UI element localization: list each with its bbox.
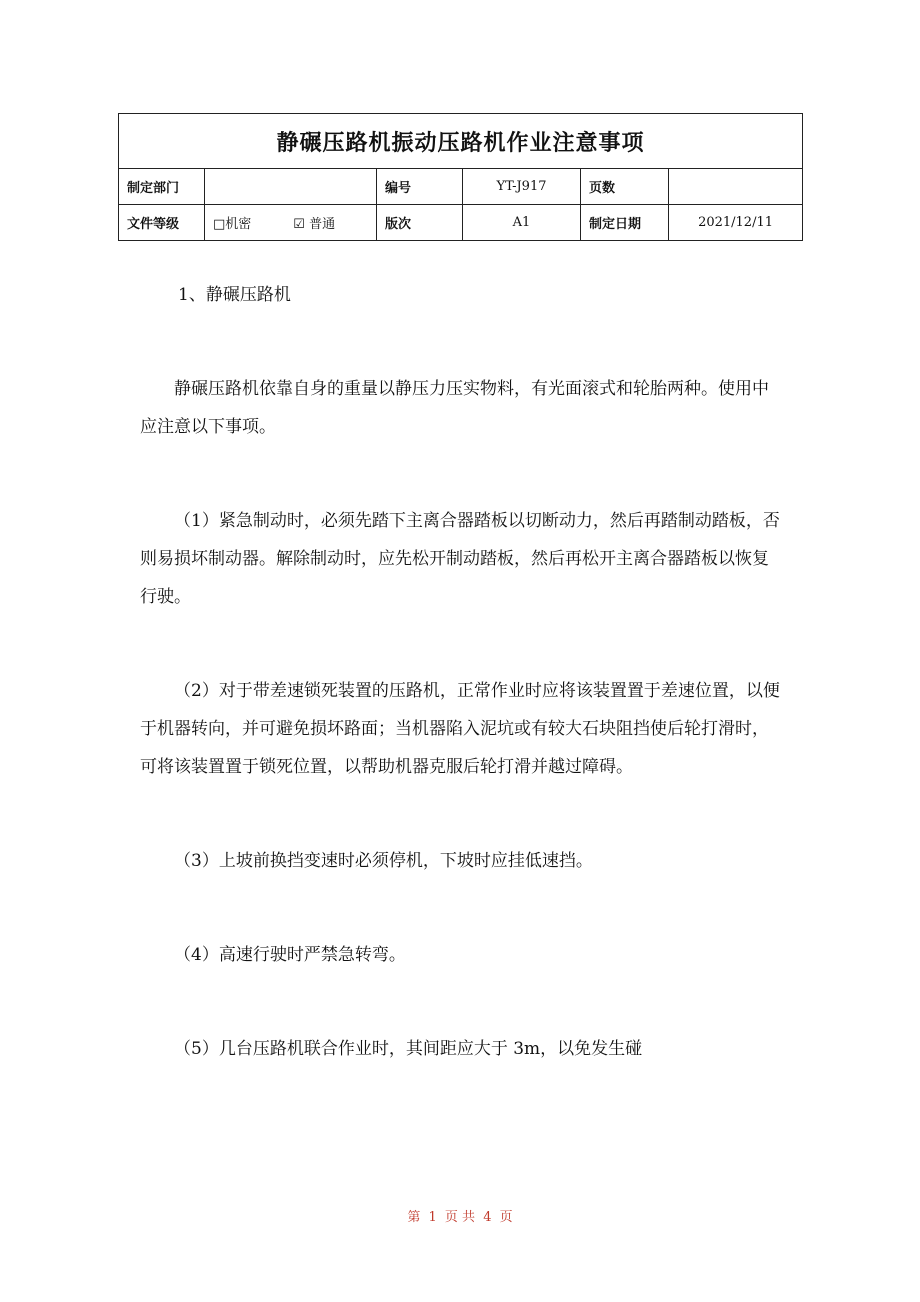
page-footer xyxy=(0,1206,920,1225)
footer-prefix: 第 xyxy=(407,1210,421,1225)
item-paragraph: （3）上坡前换挡变速时必须停机，下坡时应挂低速挡。 xyxy=(174,851,593,871)
pages-label: 页数 xyxy=(581,169,669,205)
item-paragraph: （1）紧急制动时，必须先踏下主离合器踏板以切断动力，然后再踏制动踏板，否则易损坏制动器。解除制动时，应先松开制动踏板，然后再松开主离合器踏板以恢复行驶。 xyxy=(140,511,780,607)
option-secret-checkbox: □机密 xyxy=(213,217,252,232)
intro-paragraph: 静碾压路机依靠自身的重量以静压力压实物料，有光面滚式和轮胎两种。使用中应注意以下事项。 xyxy=(140,379,769,437)
version-label: 版次 xyxy=(377,205,463,241)
date-label: 制定日期 xyxy=(581,205,669,241)
item-paragraph: （2）对于带差速锁死装置的压路机，正常作业时应将该装置置于差速位置，以便于机器转向，并可避免损坏路面；当机器陷入泥坑或有较大石块阻挡使后轮打滑时，可将该装置置于锁死位置，以帮助机器克服后轮打滑并越过障碍。 xyxy=(140,681,780,777)
level-label: 文件等级 xyxy=(119,205,205,241)
footer-page-number: 1 xyxy=(428,1210,437,1225)
footer-middle: 页 共 xyxy=(444,1210,476,1225)
dept-value xyxy=(205,169,377,205)
section-heading: 1、静碾压路机 xyxy=(178,285,291,305)
dept-label: 制定部门 xyxy=(119,169,205,205)
document-header-table xyxy=(118,113,803,241)
number-label: 编号 xyxy=(377,169,463,205)
footer-suffix: 页 xyxy=(499,1210,513,1225)
item-paragraph: （5）几台压路机联合作业时，其间距应大于 3m，以免发生碰 xyxy=(174,1039,643,1059)
number-value: YT-J917 xyxy=(463,169,581,205)
option-normal-checkbox: ☑ 普通 xyxy=(293,217,336,232)
date-value: 2021/12/11 xyxy=(669,205,803,241)
level-options xyxy=(205,205,377,241)
version-value: A1 xyxy=(463,205,581,241)
document-title: 静碾压路机振动压路机作业注意事项 xyxy=(119,114,803,169)
document-body xyxy=(140,276,780,1068)
footer-total-pages: 4 xyxy=(483,1210,492,1225)
pages-value xyxy=(669,169,803,205)
item-paragraph: （4）高速行驶时严禁急转弯。 xyxy=(174,945,406,965)
